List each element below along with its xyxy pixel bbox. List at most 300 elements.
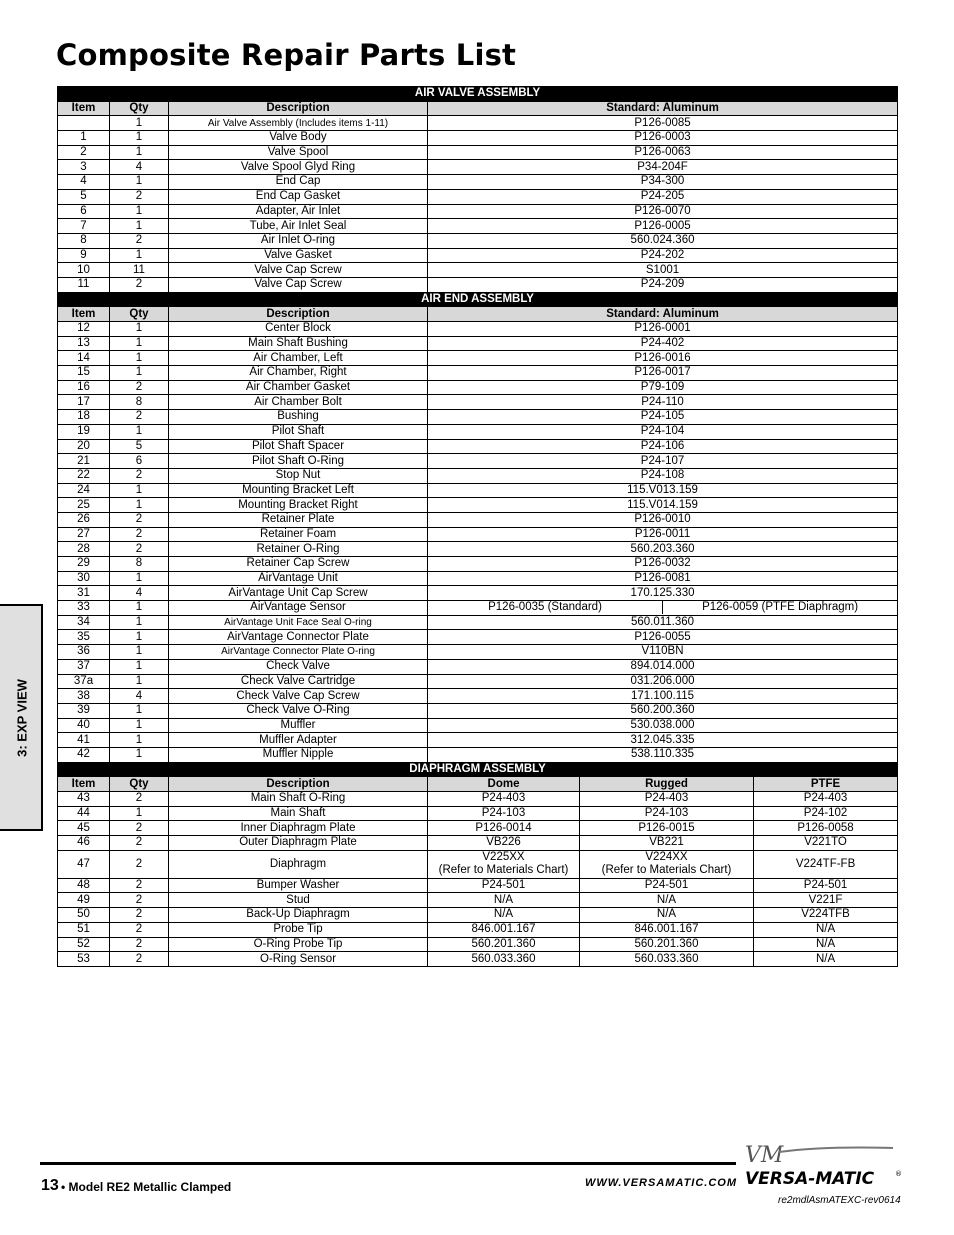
footer-rule — [40, 1162, 736, 1165]
qty-cell: 2 — [110, 937, 169, 952]
part-number-cell: 560.203.360 — [428, 542, 898, 557]
part-number-cell: N/A — [754, 922, 898, 937]
qty-cell: 2 — [110, 792, 169, 807]
table-row — [58, 659, 898, 674]
table-row — [58, 806, 898, 821]
item-cell: 8 — [58, 233, 110, 248]
description-cell: Air Chamber, Right — [169, 366, 428, 381]
column-header: Item — [58, 101, 110, 116]
part-number-cell: 031.206.000 — [428, 674, 898, 689]
part-number-cell: V224TFB — [754, 908, 898, 923]
qty-cell: 1 — [110, 645, 169, 660]
item-cell: 11 — [58, 277, 110, 292]
table-row — [58, 351, 898, 366]
part-number-cell: P126-0081 — [428, 571, 898, 586]
description-cell: Mounting Bracket Left — [169, 483, 428, 498]
part-number-cell: 560.200.360 — [428, 703, 898, 718]
qty-cell: 8 — [110, 557, 169, 572]
description-cell: Check Valve — [169, 659, 428, 674]
item-cell — [58, 116, 110, 131]
part-number-cell: 846.001.167 — [580, 922, 754, 937]
description-cell: Pilot Shaft Spacer — [169, 439, 428, 454]
part-number-cell: P34-204F — [428, 160, 898, 175]
page-title: Composite Repair Parts List — [56, 38, 517, 72]
description-cell: End Cap — [169, 175, 428, 190]
table-row — [58, 380, 898, 395]
description-cell: Main Shaft O-Ring — [169, 792, 428, 807]
column-header: Rugged — [580, 777, 754, 792]
part-number-cell: P126-0011 — [428, 527, 898, 542]
qty-cell: 4 — [110, 689, 169, 704]
item-cell: 25 — [58, 498, 110, 513]
table-row — [58, 233, 898, 248]
part-number-cell: 560.033.360 — [580, 952, 754, 967]
qty-cell: 2 — [110, 233, 169, 248]
qty-cell: 1 — [110, 366, 169, 381]
item-cell: 5 — [58, 189, 110, 204]
description-cell: AirVantage Sensor — [169, 601, 428, 616]
table-row — [58, 937, 898, 952]
part-number-cell: V110BN — [428, 645, 898, 660]
part-number-cell: P126-0055 — [428, 630, 898, 645]
table-row — [58, 542, 898, 557]
qty-cell: 2 — [110, 512, 169, 527]
part-number-cell: 115.V014.159 — [428, 498, 898, 513]
part-number-cell: 560.033.360 — [428, 952, 580, 967]
part-number-cell: VB221 — [580, 836, 754, 851]
table-row — [58, 116, 898, 131]
description-cell: Tube, Air Inlet Seal — [169, 219, 428, 234]
section-title: DIAPHRAGM ASSEMBLY — [58, 762, 898, 777]
qty-cell: 2 — [110, 542, 169, 557]
part-number-cell: P126-0015 — [580, 821, 754, 836]
table-row — [58, 145, 898, 160]
table-row — [58, 821, 898, 836]
section-header — [58, 87, 898, 102]
description-cell: Retainer Cap Screw — [169, 557, 428, 572]
qty-cell: 1 — [110, 116, 169, 131]
description-cell: AirVantage Unit Cap Screw — [169, 586, 428, 601]
column-header: Description — [169, 101, 428, 116]
item-cell: 14 — [58, 351, 110, 366]
part-number-cell: P24-501 — [428, 878, 580, 893]
qty-cell: 1 — [110, 630, 169, 645]
qty-cell: 1 — [110, 204, 169, 219]
description-cell: Main Shaft Bushing — [169, 336, 428, 351]
part-number-cell: 560.201.360 — [580, 937, 754, 952]
item-cell: 44 — [58, 806, 110, 821]
qty-cell: 2 — [110, 893, 169, 908]
table-row — [58, 439, 898, 454]
item-cell: 42 — [58, 747, 110, 762]
item-cell: 46 — [58, 836, 110, 851]
item-cell: 7 — [58, 219, 110, 234]
svg-text:®: ® — [895, 1170, 902, 1178]
qty-cell: 1 — [110, 733, 169, 748]
part-number-cell: P24-102 — [754, 806, 898, 821]
part-number-cell: 894.014.000 — [428, 659, 898, 674]
table-row — [58, 703, 898, 718]
qty-cell: 2 — [110, 908, 169, 923]
table-row — [58, 718, 898, 733]
part-number-cell: 312.045.335 — [428, 733, 898, 748]
description-cell: Pilot Shaft O-Ring — [169, 454, 428, 469]
part-number-cell: N/A — [754, 952, 898, 967]
table-row — [58, 922, 898, 937]
table-row — [58, 468, 898, 483]
part-number-cell: 560.024.360 — [428, 233, 898, 248]
part-number-cell: N/A — [754, 937, 898, 952]
item-cell: 19 — [58, 424, 110, 439]
parts-table — [57, 86, 898, 967]
model-name: • Model RE2 Metallic Clamped — [61, 1180, 232, 1194]
section-header — [58, 292, 898, 307]
column-header: Standard: Aluminum — [428, 307, 898, 322]
part-number-cell: P126-0003 — [428, 131, 898, 146]
qty-cell: 1 — [110, 498, 169, 513]
item-cell: 18 — [58, 410, 110, 425]
description-cell: Muffler Nipple — [169, 747, 428, 762]
description-cell: Muffler — [169, 718, 428, 733]
item-cell: 16 — [58, 380, 110, 395]
qty-cell: 2 — [110, 922, 169, 937]
part-number-cell: P126-0010 — [428, 512, 898, 527]
table-row — [58, 527, 898, 542]
part-number: V225XX — [482, 851, 525, 864]
item-cell: 48 — [58, 878, 110, 893]
table-row — [58, 878, 898, 893]
part-number-cell: P24-403 — [580, 792, 754, 807]
table-row — [58, 410, 898, 425]
part-number-cell: P24-105 — [428, 410, 898, 425]
table-row — [58, 792, 898, 807]
part-number-cell: P126-0016 — [428, 351, 898, 366]
item-cell: 2 — [58, 145, 110, 160]
item-cell: 26 — [58, 512, 110, 527]
part-number-ptfe: P126-0059 (PTFE Diaphragm) — [702, 601, 859, 614]
column-header: Qty — [110, 307, 169, 322]
item-cell: 17 — [58, 395, 110, 410]
part-number-cell: P24-501 — [754, 878, 898, 893]
part-number-cell: P24-108 — [428, 468, 898, 483]
qty-cell: 2 — [110, 189, 169, 204]
item-cell: 37 — [58, 659, 110, 674]
item-cell: 33 — [58, 601, 110, 616]
part-number-cell: P126-0032 — [428, 557, 898, 572]
column-header: Qty — [110, 777, 169, 792]
table-row — [58, 131, 898, 146]
versamatic-logo — [743, 1140, 903, 1188]
qty-cell: 1 — [110, 483, 169, 498]
part-number-cell: P24-402 — [428, 336, 898, 351]
item-cell: 13 — [58, 336, 110, 351]
table-row — [58, 483, 898, 498]
logo-text: VERSA-MATIC — [745, 1169, 875, 1188]
qty-cell: 2 — [110, 836, 169, 851]
table-row — [58, 498, 898, 513]
qty-cell: 2 — [110, 380, 169, 395]
table-row — [58, 601, 898, 616]
item-cell: 4 — [58, 175, 110, 190]
part-number-cell: N/A — [428, 908, 580, 923]
part-number-cell: P126-0014 — [428, 821, 580, 836]
part-number-cell: P24-104 — [428, 424, 898, 439]
part-number-cell: 115.V013.159 — [428, 483, 898, 498]
qty-cell: 1 — [110, 601, 169, 616]
item-cell: 51 — [58, 922, 110, 937]
table-row — [58, 908, 898, 923]
logo-mark: VM — [745, 1143, 784, 1168]
part-number-cell: S1001 — [428, 263, 898, 278]
description-cell: AirVantage Connector Plate — [169, 630, 428, 645]
table-row — [58, 175, 898, 190]
qty-cell: 2 — [110, 821, 169, 836]
table-row — [58, 586, 898, 601]
column-header: Qty — [110, 101, 169, 116]
part-number-cell: 170.125.330 — [428, 586, 898, 601]
description-cell: Stud — [169, 893, 428, 908]
part-number-cell: 560.201.360 — [428, 937, 580, 952]
description-cell: Valve Spool — [169, 145, 428, 160]
description-cell: Valve Cap Screw — [169, 263, 428, 278]
description-cell: Pilot Shaft — [169, 424, 428, 439]
column-header-row — [58, 777, 898, 792]
table-row — [58, 893, 898, 908]
item-cell: 6 — [58, 204, 110, 219]
part-number-cell: P126-0070 — [428, 204, 898, 219]
table-row — [58, 454, 898, 469]
part-number-cell: P24-403 — [754, 792, 898, 807]
qty-cell: 1 — [110, 175, 169, 190]
description-cell: Mounting Bracket Right — [169, 498, 428, 513]
description-cell: Main Shaft — [169, 806, 428, 821]
materials-note: (Refer to Materials Chart) — [438, 864, 569, 877]
description-cell: Outer Diaphragm Plate — [169, 836, 428, 851]
table-row — [58, 645, 898, 660]
description-cell: Valve Cap Screw — [169, 277, 428, 292]
qty-cell: 1 — [110, 248, 169, 263]
description-cell: Check Valve Cartridge — [169, 674, 428, 689]
table-row — [58, 160, 898, 175]
qty-cell: 1 — [110, 718, 169, 733]
part-number-cell: V221TO — [754, 836, 898, 851]
description-cell: Diaphragm — [169, 850, 428, 878]
qty-cell: 4 — [110, 160, 169, 175]
description-cell: Check Valve Cap Screw — [169, 689, 428, 704]
table-row — [58, 366, 898, 381]
qty-cell: 1 — [110, 571, 169, 586]
description-cell: Center Block — [169, 322, 428, 337]
table-row — [58, 557, 898, 572]
column-header-row — [58, 307, 898, 322]
description-cell: Valve Spool Glyd Ring — [169, 160, 428, 175]
column-header: Item — [58, 777, 110, 792]
qty-cell: 2 — [110, 952, 169, 967]
part-number-cell: P24-205 — [428, 189, 898, 204]
qty-cell: 1 — [110, 424, 169, 439]
table-row — [58, 630, 898, 645]
table-row — [58, 850, 898, 878]
part-number-cell: P24-403 — [428, 792, 580, 807]
part-number-cell: P24-501 — [580, 878, 754, 893]
description-cell: Air Valve Assembly (Includes items 1-11) — [169, 116, 428, 131]
qty-cell: 2 — [110, 878, 169, 893]
part-number-cell: P24-106 — [428, 439, 898, 454]
item-cell: 12 — [58, 322, 110, 337]
item-cell: 47 — [58, 850, 110, 878]
column-header: Dome — [428, 777, 580, 792]
table-row — [58, 747, 898, 762]
part-number-cell: P24-202 — [428, 248, 898, 263]
description-cell: Valve Body — [169, 131, 428, 146]
qty-cell: 1 — [110, 747, 169, 762]
table-row — [58, 263, 898, 278]
page-number: 13 — [41, 1177, 59, 1194]
table-row — [58, 219, 898, 234]
item-cell: 39 — [58, 703, 110, 718]
qty-cell: 2 — [110, 277, 169, 292]
qty-cell: 1 — [110, 351, 169, 366]
part-number-cell: N/A — [580, 908, 754, 923]
description-cell: End Cap Gasket — [169, 189, 428, 204]
description-cell: Retainer Plate — [169, 512, 428, 527]
revision-code: re2mdlAsmATEXC-rev0614 — [778, 1195, 901, 1206]
description-cell: O-Ring Sensor — [169, 952, 428, 967]
part-number-cell: 530.038.000 — [428, 718, 898, 733]
column-header: Standard: Aluminum — [428, 101, 898, 116]
qty-cell: 1 — [110, 219, 169, 234]
description-cell: Adapter, Air Inlet — [169, 204, 428, 219]
part-number-cell — [428, 601, 898, 616]
qty-cell: 1 — [110, 145, 169, 160]
item-cell: 27 — [58, 527, 110, 542]
qty-cell: 6 — [110, 454, 169, 469]
part-number-cell: 560.011.360 — [428, 615, 898, 630]
part-number-cell: P126-0085 — [428, 116, 898, 131]
description-cell: Air Chamber Bolt — [169, 395, 428, 410]
description-cell: Retainer O-Ring — [169, 542, 428, 557]
qty-cell: 5 — [110, 439, 169, 454]
description-cell: Inner Diaphragm Plate — [169, 821, 428, 836]
item-cell: 31 — [58, 586, 110, 601]
item-cell: 20 — [58, 439, 110, 454]
item-cell: 22 — [58, 468, 110, 483]
table-row — [58, 277, 898, 292]
table-row — [58, 733, 898, 748]
column-header-row — [58, 101, 898, 116]
qty-cell: 1 — [110, 659, 169, 674]
qty-cell: 1 — [110, 806, 169, 821]
item-cell: 45 — [58, 821, 110, 836]
table-row — [58, 322, 898, 337]
qty-cell: 2 — [110, 527, 169, 542]
qty-cell: 1 — [110, 322, 169, 337]
part-number-cell: 538.110.335 — [428, 747, 898, 762]
part-number-cell: P24-110 — [428, 395, 898, 410]
item-cell: 28 — [58, 542, 110, 557]
table-row — [58, 248, 898, 263]
qty-cell: 2 — [110, 468, 169, 483]
part-number-standard: P126-0035 (Standard) — [428, 601, 663, 614]
website-link[interactable]: WWW.VERSAMATIC.COM — [585, 1177, 738, 1189]
item-cell: 21 — [58, 454, 110, 469]
part-number-cell: V224TF-FB — [754, 850, 898, 878]
part-number: V224XX — [645, 851, 688, 864]
item-cell: 50 — [58, 908, 110, 923]
item-cell: 35 — [58, 630, 110, 645]
part-number-cell: 846.001.167 — [428, 922, 580, 937]
qty-cell: 4 — [110, 586, 169, 601]
part-number-cell: P24-209 — [428, 277, 898, 292]
part-number-cell: V221F — [754, 893, 898, 908]
table-row — [58, 512, 898, 527]
table-row — [58, 189, 898, 204]
table-row — [58, 204, 898, 219]
part-number-cell — [428, 850, 580, 878]
item-cell: 40 — [58, 718, 110, 733]
split-part-numbers — [428, 601, 897, 614]
item-cell: 37a — [58, 674, 110, 689]
part-number-cell: P34-300 — [428, 175, 898, 190]
description-cell: AirVantage Unit Face Seal O-ring — [169, 615, 428, 630]
description-cell: Valve Gasket — [169, 248, 428, 263]
part-number-cell — [580, 850, 754, 878]
materials-note: (Refer to Materials Chart) — [601, 864, 732, 877]
item-cell: 53 — [58, 952, 110, 967]
part-number-cell: P24-107 — [428, 454, 898, 469]
description-cell: Bumper Washer — [169, 878, 428, 893]
qty-cell: 1 — [110, 336, 169, 351]
table-row — [58, 952, 898, 967]
description-cell: AirVantage Unit — [169, 571, 428, 586]
column-header: PTFE — [754, 777, 898, 792]
table-row — [58, 836, 898, 851]
description-cell: O-Ring Probe Tip — [169, 937, 428, 952]
part-number-cell: P126-0058 — [754, 821, 898, 836]
qty-cell: 1 — [110, 131, 169, 146]
part-number-cell: P126-0063 — [428, 145, 898, 160]
qty-cell: 1 — [110, 615, 169, 630]
qty-cell: 11 — [110, 263, 169, 278]
item-cell: 30 — [58, 571, 110, 586]
item-cell: 9 — [58, 248, 110, 263]
description-cell: Bushing — [169, 410, 428, 425]
description-cell: Back-Up Diaphragm — [169, 908, 428, 923]
section-title: AIR VALVE ASSEMBLY — [58, 87, 898, 102]
part-number-cell: VB226 — [428, 836, 580, 851]
part-number-cell: P79-109 — [428, 380, 898, 395]
part-number-cell: N/A — [428, 893, 580, 908]
item-cell: 24 — [58, 483, 110, 498]
table-row — [58, 615, 898, 630]
column-header: Description — [169, 307, 428, 322]
column-header: Item — [58, 307, 110, 322]
item-cell: 43 — [58, 792, 110, 807]
description-cell: Stop Nut — [169, 468, 428, 483]
item-cell: 38 — [58, 689, 110, 704]
qty-cell: 2 — [110, 850, 169, 878]
part-number-cell: P126-0017 — [428, 366, 898, 381]
part-number-cell: P24-103 — [580, 806, 754, 821]
table-row — [58, 336, 898, 351]
item-cell: 34 — [58, 615, 110, 630]
description-cell: AirVantage Connector Plate O-ring — [169, 645, 428, 660]
table-row — [58, 424, 898, 439]
item-cell: 52 — [58, 937, 110, 952]
part-number-cell: P126-0005 — [428, 219, 898, 234]
item-cell: 10 — [58, 263, 110, 278]
column-header: Description — [169, 777, 428, 792]
